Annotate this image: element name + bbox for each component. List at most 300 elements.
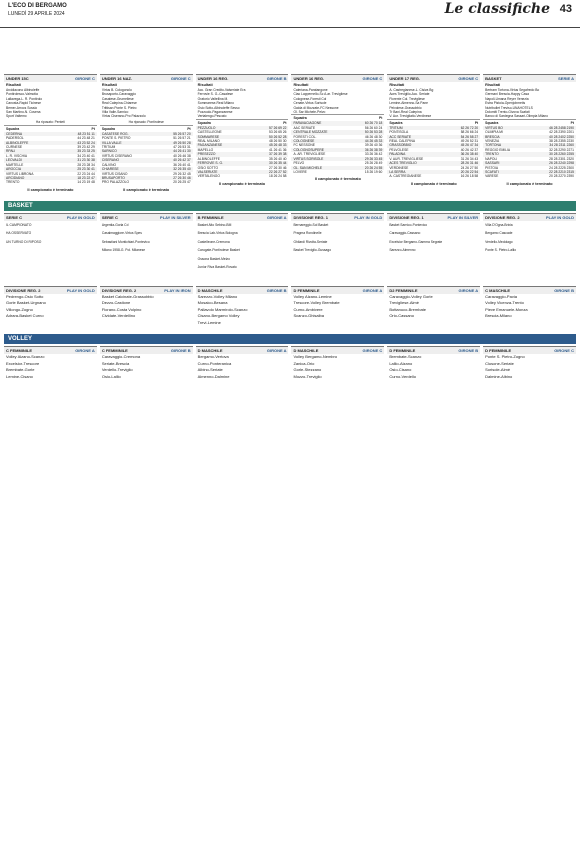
goals-for: 57 — [182, 131, 187, 136]
points: 24 — [460, 165, 465, 170]
standings-header — [100, 125, 193, 132]
played: 26 — [273, 152, 278, 157]
goals-for: 42 — [182, 158, 187, 163]
result-column — [100, 286, 193, 327]
played: 26 — [177, 131, 182, 136]
result-line: Zanica-Orio — [293, 360, 315, 366]
points: 24 — [549, 165, 553, 170]
points: 28 — [77, 162, 82, 167]
result-line: Lallio-Alzano — [389, 360, 413, 366]
goals-against: 31 — [186, 145, 191, 150]
played: 26 — [369, 165, 374, 170]
result-line: Virtus Ciserano-Pro Palazzolo — [101, 114, 146, 119]
result-column — [291, 213, 384, 272]
results-band — [0, 286, 580, 327]
goals-for: 24 — [86, 171, 91, 176]
block-title: SERIE C — [101, 214, 118, 220]
result-column — [100, 346, 193, 380]
points: 20 — [173, 180, 177, 185]
standings-rows — [291, 121, 384, 174]
team-name: NAPOLI — [485, 156, 498, 161]
team-name: VERTALENGO — [197, 174, 220, 179]
result-line: Ferrovie S. G.-Casalese — [197, 92, 234, 97]
played: 26 — [273, 161, 278, 166]
issue-date: LUNEDÌ 29 APRILE 2024 — [8, 11, 65, 17]
points: 15 — [364, 169, 369, 174]
result-line: Trevi-Lemine — [197, 319, 221, 325]
points: 27 — [173, 175, 177, 180]
result-line: Sport Valtemo — [6, 114, 27, 119]
goals-against: 29 — [91, 145, 95, 150]
team-stats — [461, 174, 478, 178]
goals-for: 46 — [182, 153, 187, 158]
goals-for: 41 — [182, 149, 187, 154]
team-name: V. AUR. TREVIGLIESE — [389, 156, 424, 161]
team-name: A. AR. TREVIGLIESE — [293, 152, 326, 157]
result-line: Villongo-Zogno — [6, 306, 33, 312]
standings-column — [4, 74, 97, 195]
goals-against: 34 — [91, 162, 95, 167]
goals-against: 58 — [474, 174, 479, 179]
points: 20 — [460, 169, 465, 174]
block-header — [4, 346, 97, 354]
result-line: Pieve Emanuele-Monza — [485, 306, 528, 312]
standings-column — [196, 74, 289, 195]
goals-against: 30 — [282, 139, 287, 144]
played: 26 — [273, 125, 278, 130]
team-name: PEZZUOLO — [197, 125, 216, 130]
goals-for: 2390 — [558, 130, 566, 135]
goals-against: 36 — [282, 147, 287, 152]
points: 46 — [364, 134, 369, 139]
result-line: Volley Alzano-Lemine — [293, 293, 332, 299]
played: 26 — [273, 139, 278, 144]
block-header — [100, 213, 193, 221]
points: 14 — [77, 180, 82, 185]
result-line: Caravaggio-Cremona — [101, 354, 141, 360]
points: 34 — [77, 153, 82, 158]
result-line: Scanzo-Ghisalba — [293, 313, 324, 319]
team-name: TRITIUM — [389, 125, 403, 130]
played: 23 — [81, 158, 86, 163]
goals-for: 42 — [469, 147, 474, 152]
season-note: Il campionato è terminato — [27, 187, 74, 192]
goals-against: 26 — [282, 130, 287, 135]
results-label: Risultati — [293, 83, 309, 87]
points: 51 — [173, 136, 177, 141]
result-line: Vertalengo-Pescato — [197, 114, 227, 119]
goals-for: 18 — [469, 174, 474, 179]
season-note: Il campionato è terminato — [219, 181, 266, 186]
team-name: ACES TREVIGLIO — [389, 161, 417, 166]
result-line: Clusone-Seriate — [485, 360, 514, 366]
played: 26 — [465, 165, 469, 170]
block-title: SERIE C — [6, 214, 23, 220]
played: 26 — [369, 161, 374, 166]
played: 26 — [177, 140, 182, 145]
goals-against: 36 — [378, 143, 383, 148]
goals-for: 2240 — [558, 161, 566, 166]
result-line: Curno-Ponteranica — [197, 360, 232, 366]
season-note: Il campionato è terminato — [123, 187, 170, 192]
team-stats — [365, 170, 382, 174]
result-column — [291, 346, 384, 380]
goals-against: 46 — [474, 161, 479, 166]
result-line: Acc. Gran Credito-Valseriate Era — [197, 88, 246, 92]
goals-for: 25 — [182, 180, 187, 185]
result-line: Pontirolesco-Valmotia — [6, 92, 38, 97]
goals-for: 48 — [374, 134, 378, 139]
played: 26 — [177, 149, 182, 154]
result-line: Colognese-Foresti Col — [293, 96, 327, 101]
played: 23 — [81, 149, 86, 154]
played: 26 — [273, 169, 278, 174]
result-line: Milano 1958-G. Pol. Milanese — [101, 248, 146, 253]
publication-name: L'ECO DI BERGAMO — [8, 3, 67, 9]
season-note: Il campionato è terminato — [410, 181, 457, 186]
block-group: GIRONE A — [266, 348, 287, 354]
result-column — [196, 286, 289, 327]
team-name: PRO PALAZZOLO — [101, 180, 130, 185]
goals-against: 46 — [282, 165, 287, 170]
goals-for: 40 — [278, 156, 282, 161]
played: 26 — [369, 121, 374, 126]
played: 26 — [465, 139, 469, 144]
points: 36 — [460, 152, 465, 157]
result-line: Brescia-Milano — [485, 313, 512, 319]
goals-for: 40 — [182, 162, 187, 167]
result-line: Bergamo Cascade — [485, 231, 513, 236]
goals-against: 28 — [378, 130, 383, 135]
block-header — [387, 286, 480, 294]
goals-against: 2255 — [566, 152, 574, 157]
points: 45 — [269, 143, 273, 148]
goals-for: 24 — [278, 174, 282, 179]
points: 32 — [173, 167, 177, 172]
result-line: Aces Trevigliio-Acc. Seriate — [389, 92, 430, 97]
result-line: Basket Calcinate-Grassobbio — [101, 293, 154, 299]
played: 26 — [177, 162, 182, 167]
result-line: Cisano-Bergamo Volley — [197, 313, 240, 319]
result-line: Sommarese-Real Milano — [197, 101, 234, 106]
result-line: Seriate-Brescia — [101, 360, 130, 366]
points: 27 — [269, 165, 273, 170]
played: 23 — [81, 136, 86, 141]
played: 23 — [81, 140, 86, 145]
goals-against: 2260 — [566, 143, 574, 148]
block-group: GIRONE A — [458, 287, 479, 293]
goals-against: 50 — [474, 165, 479, 170]
points: 39 — [364, 143, 369, 148]
team-stats — [77, 180, 94, 184]
goals-for: 47 — [469, 143, 474, 148]
team-stats — [173, 180, 190, 184]
goals-against: 45 — [378, 156, 383, 161]
played: 23 — [81, 167, 86, 172]
goals-against: 33 — [282, 143, 287, 148]
team-name: TRITIUM — [101, 145, 116, 150]
result-line: Basket Sarnico-Pontevico — [389, 222, 428, 227]
result-column — [291, 286, 384, 327]
team-name: PADERSOL — [6, 136, 24, 141]
team-name: ALBINOLEFFE — [197, 156, 221, 161]
team-name: CISERANO — [101, 158, 120, 163]
result-line: Arcidiacono Albinoleffe — [6, 88, 40, 92]
result-line: Trevigliese-Almè — [389, 300, 419, 306]
block-group: GIRONE A — [266, 214, 287, 220]
goals-for: 28 — [86, 162, 91, 167]
block-title: D FEMMINILE — [389, 348, 416, 354]
block-title: DIVISIONE REG. 2 — [101, 287, 137, 293]
goals-for: 30 — [278, 165, 282, 170]
team-name: LA SERRA — [389, 169, 406, 174]
team-name: PELVO — [293, 161, 305, 166]
played: 23 — [81, 171, 86, 176]
goals-against: 40 — [186, 167, 191, 172]
goals-for: 39 — [278, 152, 282, 157]
played: 26 — [273, 143, 278, 148]
points: 48 — [77, 131, 82, 136]
played: 26 — [273, 134, 278, 139]
points: 54 — [460, 134, 465, 139]
goals-for: 53 — [374, 130, 378, 135]
goals-against: 28 — [186, 140, 191, 145]
result-line: Volley Alzano-Scanzo — [6, 354, 45, 360]
rest-note: Ha riposato: Penteti — [35, 119, 65, 124]
played: 26 — [369, 156, 374, 161]
result-line: Lemine-Cisano — [6, 373, 33, 379]
result-line: Carugate-Pontirolese Basket — [197, 248, 240, 253]
goals-for: 50 — [278, 139, 282, 144]
goals-for: 32 — [182, 171, 187, 176]
points: 50 — [364, 130, 369, 135]
team-name: TORTONA — [485, 143, 502, 148]
team-name: PRESEZZO — [197, 152, 216, 157]
goals-for: 38 — [374, 147, 378, 152]
block-group: SERIE A — [558, 76, 574, 81]
block-group: GIRONE B — [266, 76, 287, 81]
points: 34 — [549, 143, 554, 148]
played: 26 — [273, 156, 278, 161]
col-head-pts: Pt — [187, 126, 191, 131]
result-line: Almenno-Dalmine — [197, 373, 230, 379]
played: 26 — [465, 174, 469, 179]
team-name: AROCCIA — [6, 167, 22, 172]
result-line: Albino-Seriate — [197, 367, 223, 373]
goals-against: 22 — [282, 125, 287, 130]
goals-against: 58 — [282, 174, 287, 179]
block-title: UNDER 16 NAZ. — [101, 76, 133, 81]
goals-for: 65 — [278, 130, 282, 135]
goals-against: 2271 — [566, 147, 574, 152]
result-line: Cenate-Virtus Sorisole — [293, 101, 327, 106]
team-name: ALBINOLEFFE — [6, 140, 29, 145]
result-line: Ossona Basket-Melzo — [197, 256, 230, 261]
goals-for: 2225 — [558, 165, 566, 170]
goals-against: 47 — [91, 175, 95, 180]
result-line: Gaida di Mozzate-FC Nessone — [293, 105, 339, 110]
result-line: Tr Bani-Real Calepina — [389, 110, 422, 115]
team-name: COLOGNOSUPERE — [293, 147, 324, 152]
result-line: Junior Riva Basket-Rovato — [197, 265, 237, 270]
goals-for: 52 — [278, 134, 282, 139]
col-head-team: Squadra — [389, 120, 403, 125]
col-head-team: Squadra — [293, 116, 307, 121]
team-name: PONTE S. PIETRO — [101, 136, 131, 141]
results-label: Risultati — [485, 83, 501, 87]
result-line: Castelleone-Cremona — [197, 239, 230, 244]
block-title: UNDER 16 REG. — [197, 76, 229, 81]
result-line: Trescore-Volley Brembate — [293, 300, 340, 306]
result-line: Sarezzo-Almenno — [389, 248, 416, 253]
goals-against: 38 — [282, 152, 287, 157]
result-column — [196, 346, 289, 380]
result-line: Ponte S. Pietro-Lallio — [485, 248, 517, 253]
results-label: Risultati — [197, 83, 213, 87]
played: 23 — [81, 180, 86, 185]
points: 36 — [364, 147, 369, 152]
block-header — [4, 286, 97, 294]
points: 20 — [364, 165, 369, 170]
goals-for: 45 — [374, 139, 378, 144]
goals-against: 38 — [91, 158, 95, 163]
block-group: GIRONE C — [362, 348, 383, 354]
result-column — [100, 213, 193, 272]
played: 28 — [553, 134, 558, 139]
block-header — [4, 213, 97, 221]
col-head-pts: Pt — [379, 116, 383, 121]
played: 26 — [177, 136, 182, 141]
result-line: Nutribullet Treviso-UNAHOTELS — [485, 105, 533, 110]
team-name: VILLA VALLE — [101, 140, 122, 145]
block-header — [100, 74, 193, 82]
standings-column — [291, 74, 384, 195]
team-name: VERDINESE — [389, 165, 409, 170]
basket-section-bar: BASKET — [4, 201, 576, 211]
goals-against: 24 — [378, 125, 383, 130]
block-header — [196, 74, 289, 82]
played: 26 — [369, 152, 374, 157]
goals-against: 27 — [474, 134, 479, 139]
played: 28 — [553, 169, 558, 174]
result-line: Osio-Cisano — [389, 367, 412, 373]
goals-for: 70 — [374, 121, 378, 126]
team-name: VIRTUS BO — [485, 125, 503, 130]
result-line: Pallavolo Marmirolo-Scanzo — [197, 306, 248, 312]
goals-for: 31 — [469, 161, 474, 166]
col-head-pts: Pt — [570, 120, 574, 125]
standings-header — [483, 119, 576, 126]
points: 25 — [364, 161, 369, 166]
result-line: UN TURNO DI RIPOSO — [6, 239, 42, 244]
played: 26 — [369, 139, 374, 144]
points: 29 — [364, 156, 369, 161]
block-title: D MASCHILE — [293, 348, 319, 354]
block-header — [483, 286, 576, 294]
points: 60 — [364, 121, 369, 126]
team-name: FC NESSONE — [293, 143, 315, 148]
results-label: Risultati — [389, 83, 405, 87]
team-name: OSIO SOTTO — [197, 165, 219, 170]
team-name: CURNESE — [6, 145, 23, 150]
team-stats — [549, 174, 574, 178]
goals-against: 49 — [378, 161, 383, 166]
points: 44 — [77, 136, 82, 141]
team-name: ACC SERIATE — [389, 134, 412, 139]
team-name: LOVERE — [293, 169, 307, 174]
goals-against: 44 — [91, 171, 95, 176]
result-column — [387, 346, 480, 380]
team-name: SCAFATI — [485, 169, 499, 174]
col-head-team: Squadra — [485, 120, 499, 125]
goals-against: 28 — [282, 134, 287, 139]
played: 26 — [369, 125, 374, 130]
team-name: REAL MILANO — [197, 139, 220, 144]
block-title: C FEMMINILE — [6, 348, 32, 354]
result-line: Pedrengo-Osio Sotto — [6, 293, 44, 299]
season-note: Il campionato è terminato — [506, 181, 553, 186]
team-name: TRENTO — [6, 180, 20, 185]
goals-for: 24 — [374, 165, 378, 170]
result-line: San Martino-N. Cosena — [6, 110, 41, 115]
points: 45 — [460, 143, 465, 148]
goals-for: 40 — [86, 153, 91, 158]
points: 40 — [173, 153, 177, 158]
points: 38 — [549, 139, 553, 144]
goals-against: 25 — [91, 149, 95, 154]
standings-band — [0, 74, 580, 195]
goals-for: 2301 — [558, 156, 566, 161]
team-name: TRENTO — [485, 152, 499, 157]
result-line: Gorle-Stezzano — [293, 367, 322, 373]
team-name: FORESTI COL. — [293, 134, 317, 139]
points: 57 — [269, 125, 273, 130]
block-header — [291, 213, 384, 221]
result-line: Osio Sotto-Albinoleffe Sesso — [197, 105, 240, 110]
points: 41 — [269, 147, 273, 152]
played: 28 — [553, 156, 558, 161]
block-title: D MASCHILE — [197, 287, 223, 293]
results-label: Risultati — [6, 83, 21, 87]
col-head-pts: Pt — [474, 120, 479, 125]
points: 25 — [77, 167, 82, 172]
played: 26 — [465, 130, 469, 135]
team-name: AAC SERIATE — [293, 125, 316, 130]
points: 62 — [460, 125, 465, 130]
block-group: PLAY IN SILVER — [447, 214, 479, 220]
played: 26 — [465, 125, 469, 130]
result-line: Ponte S. Pietro-Zogno — [485, 354, 525, 360]
team-name: MAPELLO — [197, 147, 214, 152]
points: 48 — [269, 139, 273, 144]
goals-for: 33 — [86, 149, 91, 154]
result-line: Orio-Cassano — [389, 313, 414, 319]
goals-against: 2250 — [566, 134, 574, 139]
result-line: Casatese-Grumellese — [101, 96, 134, 101]
goals-against: 11 — [91, 131, 95, 136]
goals-against: 48 — [91, 180, 95, 185]
col-head-pts: Pt — [283, 120, 287, 125]
block-group: GIRONE B — [170, 348, 191, 354]
col-head-team: Squadra — [101, 126, 116, 131]
block-group: GIRONE B — [554, 287, 574, 293]
points: 28 — [549, 156, 553, 161]
result-line: Brusaporto-Caravaggio — [101, 92, 136, 97]
block-title: C MASCHILE — [485, 287, 511, 293]
block-group: GIRONE C — [362, 76, 383, 81]
team-name: SASSARI — [485, 161, 500, 166]
played: 26 — [177, 171, 182, 176]
